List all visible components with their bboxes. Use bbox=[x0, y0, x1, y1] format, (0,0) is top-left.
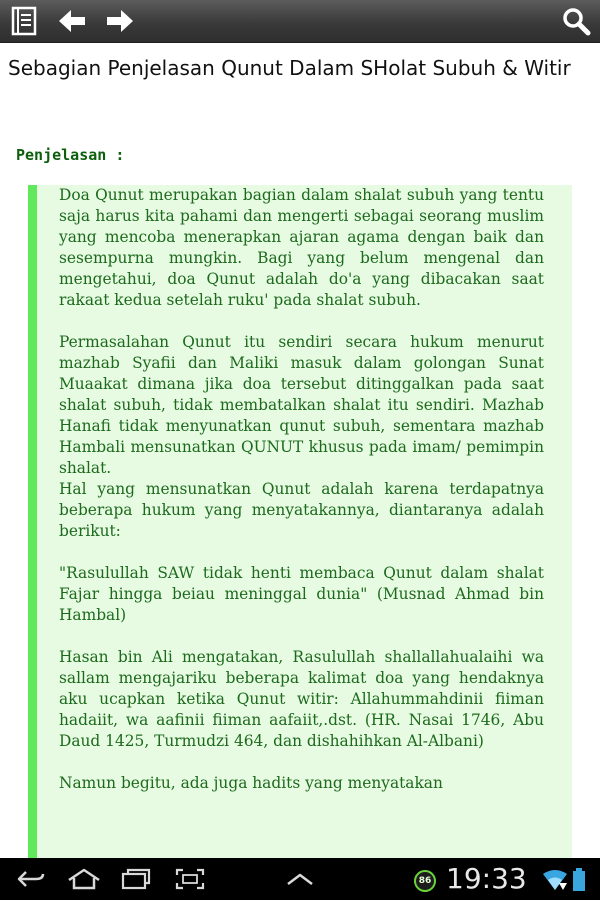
search-icon bbox=[561, 6, 591, 36]
wifi-icon bbox=[542, 868, 568, 892]
system-back-button[interactable] bbox=[14, 864, 48, 894]
arrow-right-icon bbox=[106, 8, 134, 34]
system-home-button[interactable] bbox=[64, 864, 104, 894]
paragraph: "Rasulullah SAW tidak henti membaca Qunut dalam shalat Fajar hingga beiau meninggal dunia" (Musnad Ahmad bin Hambal) bbox=[59, 564, 544, 624]
explanation-box[interactable] bbox=[28, 185, 572, 865]
paragraph: Doa Qunut merupakan bagian dalam shalat subuh yang tentu saja harus kita pahami dan mengerti sebagai seorang muslim yang mencoba menerapkan ajaran agama dengan baik dan sesempurna mungkin. Bagi yang belum mengenal dan mengetahui, doa Qunut adalah do'a yang dibacakan saat rakaat kedua setelah ruku' pada shalat subuh. bbox=[59, 186, 544, 309]
back-page-button[interactable] bbox=[54, 4, 90, 38]
paragraph: Permasalahan Qunut itu sendiri secara hukum menurut mazhab Syafii dan Maliki masuk dalam golongan Sunat Muaakat dimana jika doa tersebut ditinggalkan pada saat shalat subuh, tidak membatalkan shalat itu sendiri. Mazhab Hanafi tidak menyunatkan qunut subuh, sementara mazhab Hambali mensunatkan QUNUT khusus pada imam/ pemimpin shalat. bbox=[59, 333, 544, 477]
status-clock: 19:33 bbox=[446, 862, 527, 895]
recent-apps-icon bbox=[120, 867, 152, 891]
screenshot-icon bbox=[174, 867, 206, 891]
top-toolbar bbox=[0, 0, 600, 43]
paragraph: Hal yang mensunatkan Qunut adalah karena terdapatnya beberapa hukum yang menyatakannya, diantaranya adalah berikut: bbox=[59, 480, 544, 540]
chevron-up-icon bbox=[285, 871, 315, 887]
forward-page-button[interactable] bbox=[102, 4, 138, 38]
paragraph: Namun begitu, ada juga hadits yang menyatakan bbox=[59, 774, 443, 792]
back-icon bbox=[16, 868, 46, 890]
section-label: Penjelasan : bbox=[16, 146, 125, 164]
battery-icon bbox=[572, 868, 586, 892]
explanation-text bbox=[37, 185, 572, 794]
arrow-left-icon bbox=[58, 8, 86, 34]
notification-badge[interactable]: 86 bbox=[414, 870, 436, 892]
article-title: Sebagian Penjelasan Qunut Dalam SHolat Subuh & Witir bbox=[8, 56, 571, 80]
system-screenshot-button[interactable] bbox=[172, 864, 208, 894]
paragraph: Hasan bin Ali mengatakan, Rasulullah shallallahualaihi wa sallam mengajariku beberapa kalimat doa yang hendaknya aku ucapkan ketika Qunut witir: Allahummahdinii fiiman hadaiit, wa aafinii fiiman aafaiit,.dst. (HR. Nasai 1746, Abu Daud 1425, Turmudzi 464, dan dishahihkan Al-Albani) bbox=[59, 648, 544, 750]
system-recent-apps-button[interactable] bbox=[118, 864, 154, 894]
search-button[interactable] bbox=[558, 4, 594, 38]
home-icon bbox=[66, 867, 102, 891]
system-menu-up-button[interactable] bbox=[282, 864, 318, 894]
book-menu-button[interactable] bbox=[6, 4, 42, 38]
book-menu-icon bbox=[9, 6, 39, 36]
